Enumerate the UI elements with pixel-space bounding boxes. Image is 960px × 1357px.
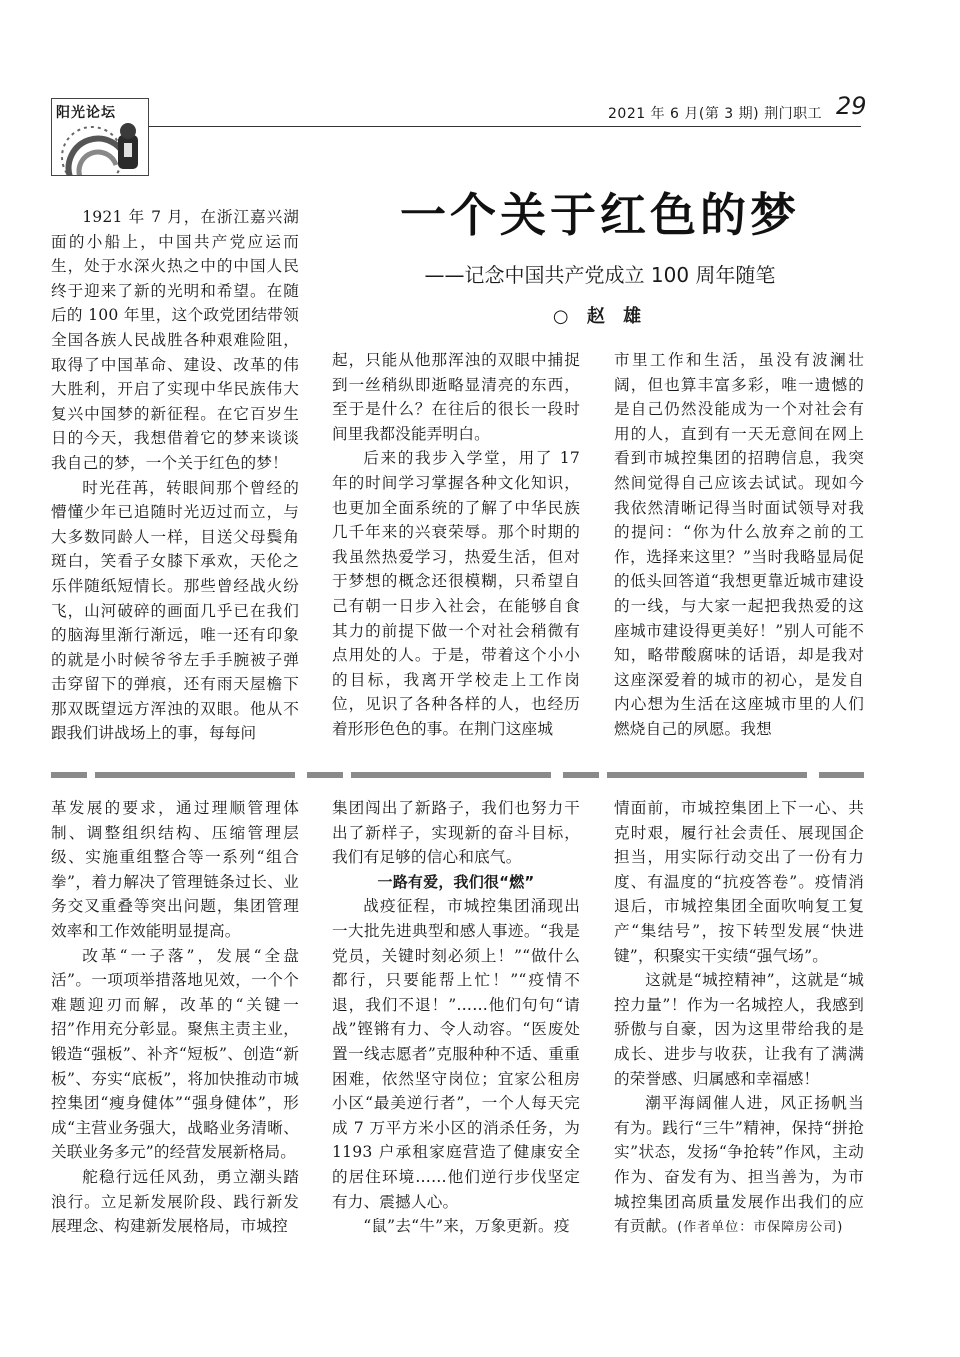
paragraph: 改革“一子落”，发展“全盘活”。一项项举措落地见效，一个个难题迎刃而解，改革的“关键一招”作用充分彰显。聚焦主责主业，锻造“强板”、补齐“短板”、创造“新板”、夯实“底板”，将加快推动市城控集团“瘦身健体”“强身健体”，形成“主营业务强大，战略业务清晰、关联业务多元”的经营发展新格局。 xyxy=(51,946,299,1162)
column-name: 阳光论坛 xyxy=(56,105,116,121)
paragraph: 1921 年 7 月，在浙江嘉兴湖面的小船上，中国共产党应运而生，处于水深火热之中的中国人民终于迎来了新的光明和希望。在随后的 100 年里，这个政党团结带领全国各族人民战胜各种艰难险阻，取得了中国革命、建设、改革的伟大胜利，开启了实现中华民族伟大复兴中国梦的新征程。在它百岁生日的今天，我想借着它的梦来谈谈我自己的梦，一个关于红色的梦！ xyxy=(51,208,299,472)
issue-info: 2021 年 6 月(第 3 期) 荆门职工 xyxy=(608,106,823,122)
paragraph: “鼠”去“牛”来，万象更新。疫 xyxy=(363,1217,570,1236)
upper-column-1 xyxy=(51,205,299,746)
article-title: 一个关于红色的梦 xyxy=(400,188,800,242)
paragraph-text: 潮平海阔催人进，风正扬帆当有为。践行“三牛”精神，保持“拼抢实”状态，发扬“争抢转”作风，主动作为、奋发有为、担当善为，为市城控集团高质量发展作出我们的应有贡献。 xyxy=(614,1094,864,1236)
page-number: 29 xyxy=(836,92,867,120)
article-subtitle: ——记念中国共产党成立 100 周年随笔 xyxy=(424,263,776,287)
paragraph: 革发展的要求，通过理顺管理体制、调整组织结构、压缩管理层级、实施重组整合等一系列“组合拳”，着力解决了管理链条过长、业务交叉重叠等突出问题，集团管理效率和工作效能明显提高。 xyxy=(51,799,299,940)
upper-column-2 xyxy=(332,348,580,742)
paragraph: 这就是“城控精神”，这就是“城控力量”！作为一名城控人，我感到骄傲与自豪，因为这里带给我的是成长、进步与收获，让我有了满满的荣誉感、归属感和幸福感！ xyxy=(614,971,864,1088)
paragraph: 市里工作和生活，虽没有波澜壮阔，但也算丰富多彩，唯一遗憾的是自己仍然没能成为一个对社会有用的人，直到有一天无意间在网上看到市城控集团的招聘信息，我突然间觉得自己应该去试试。现如今我依然清晰记得当时面试领导对我的提问：“你为什么放弃之前的工作，选择来这里？”当时我略显局促的低头回答道“我想更靠近城市建设的一线，与大家一起把我热爱的这座城市建设得更美好！”别人可能不知，略带酸腐味的话语，却是我对这座深爱着的城市的初心，是发自内心想为生活在这座城市里的人们燃烧自己的夙愿。我想 xyxy=(614,351,864,738)
lower-column-1 xyxy=(51,796,299,1239)
paragraph: 情面前，市城控集团上下一心、共克时艰，履行社会责任、展现国企担当，用实际行动交出了一份有力度、有温度的“抗疫答卷”。疫情消退后，市城控集团全面吹响复工复产“集结号”，按下转型发展“快进键”，积聚实干实绩“强气场”。 xyxy=(614,799,864,965)
lower-column-2 xyxy=(332,796,580,1239)
paragraph: 时光荏苒，转眼间那个曾经的懵懂少年已追随时光迈过而立，与大多数同龄人一样，目送父母鬓角斑白，笑看子女膝下承欢，天伦之乐伴随纸短情长。那些曾经战火纷飞，山河破碎的画面几乎已在我们的脑海里渐行渐远，唯一还有印象的就是小时候爷爷左手手腕被子弹击穿留下的弹痕，还有雨天屋檐下那双既望远方浑浊的双眼。他从不跟我们讲战场上的事，每每问 xyxy=(51,478,299,743)
paragraph: 战疫征程，市城控集团涌现出一大批先进典型和感人事迹。“我是党员，关键时刻必须上！”“做什么都行，只要能帮上忙！”“疫情不退，我们不退！”……他们句句“请战”铿锵有力、令人动容。“医废处置一线志愿者”克服种种不适、重重困难，依然坚守岗位；宜家公租房小区“最美逆行者”，一个人每天完成 7 万平方米小区的消杀任务，为 1193 户承租家庭营造了健康安全的居住环境……他们逆行步伐坚定有力、震撼人心。 xyxy=(332,897,580,1211)
column-logo xyxy=(51,98,149,176)
article-author: ○ 赵 雄 xyxy=(552,306,648,327)
paragraph: 起，只能从他那浑浊的双眼中捕捉到一丝稍纵即逝略显清亮的东西，至于是什么？在往后的很长一段时间里我都没能弄明白。 xyxy=(332,351,580,443)
author-affiliation: (作者单位：市保障房公司) xyxy=(677,1220,844,1236)
section-divider xyxy=(51,772,864,778)
lower-column-3 xyxy=(614,796,864,1241)
paragraph xyxy=(614,1091,864,1241)
header-rule xyxy=(149,126,861,127)
paragraph: 集团闯出了新路子，我们也努力干出了新样子，实现新的奋斗目标，我们有足够的信心和底气。 xyxy=(332,799,580,867)
upper-column-3 xyxy=(614,348,864,742)
paragraph: 后来的我步入学堂，用了 17 年的时间学习掌握各种文化知识，也更加全面系统的了解了中华民族几千年来的兴衰荣辱。那个时期的我虽然热爱学习，热爱生活，但对于梦想的概念还很模糊，只希望自己有朝一日步入社会，在能够自食其力的前提下做一个对社会稍微有点用处的人。于是，带着这个小小的目标，我离开学校走上工作岗位，见识了各种各样的人，也经历着形形色色的事。在荆门这座城 xyxy=(332,449,580,738)
paragraph: 舵稳行远任风劲，勇立潮头踏浪行。立足新发展阶段、践行新发展理念、构建新发展格局，市城控 xyxy=(51,1167,299,1236)
section-subheading: 一路有爱，我们很“燃” xyxy=(377,872,535,891)
